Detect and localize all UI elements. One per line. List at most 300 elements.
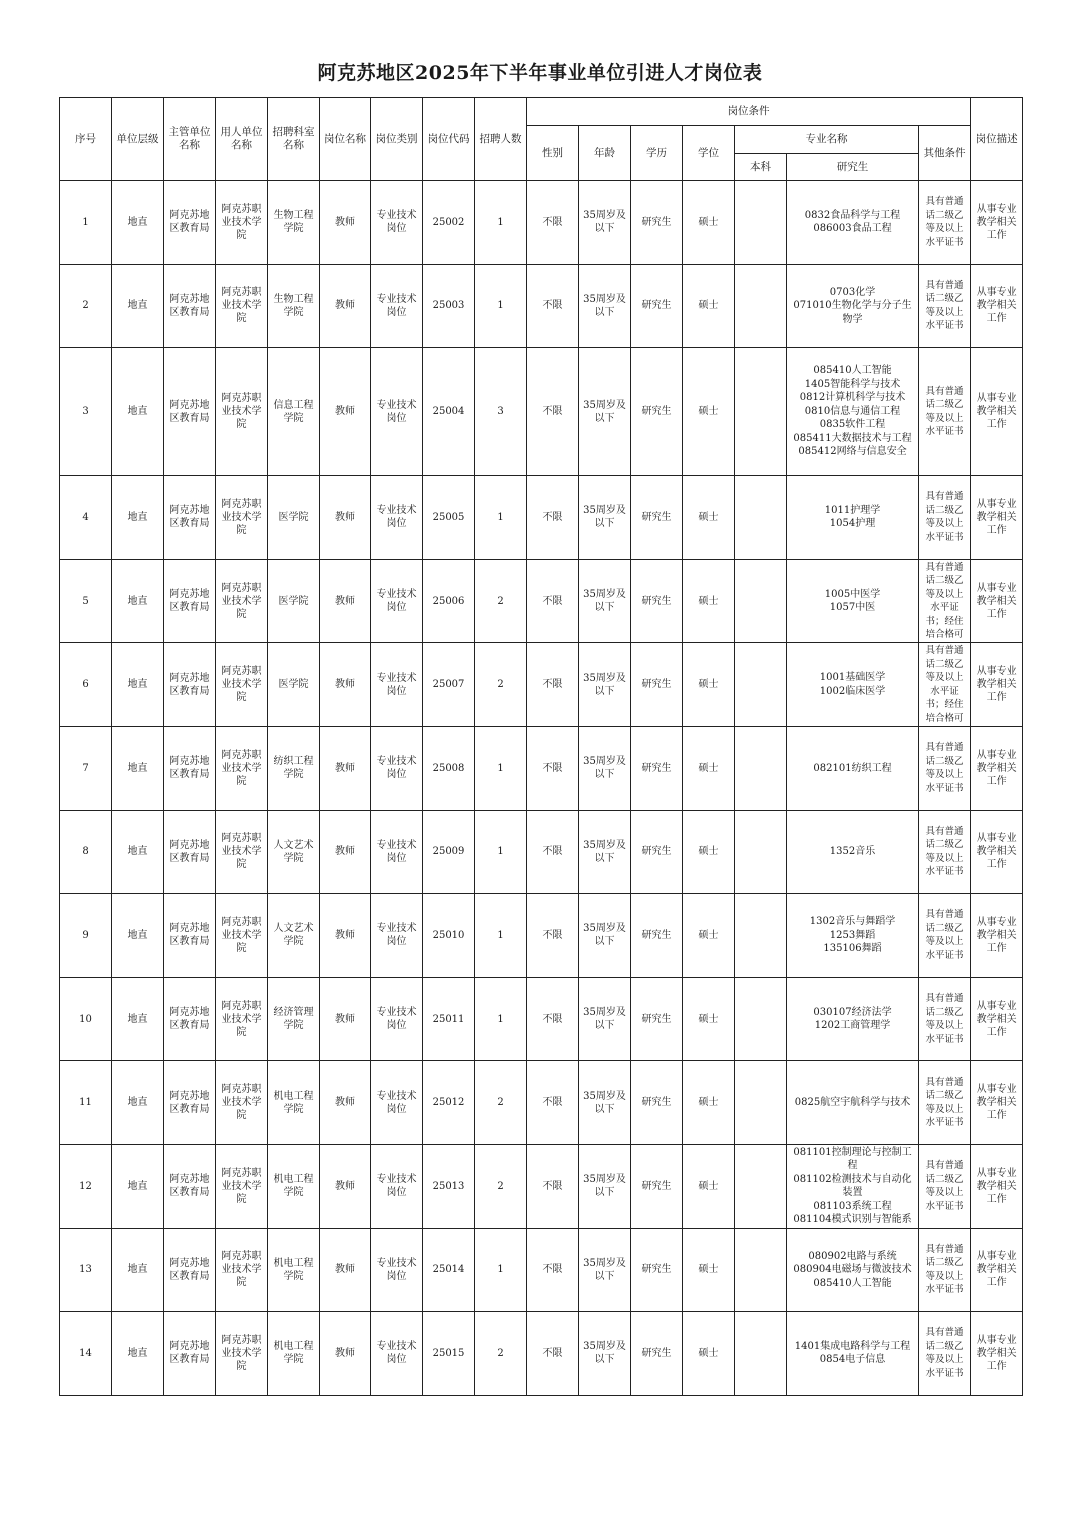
major-item: 081103系统工程: [813, 1200, 892, 1212]
cell-gender: 不限: [527, 476, 579, 560]
cell-gender: 不限: [527, 1061, 579, 1145]
cell-graduate: [787, 977, 919, 1061]
cell-age: 35周岁及以下: [579, 1144, 631, 1228]
cell-gender: 不限: [527, 348, 579, 476]
cell-seq: 4: [60, 476, 112, 560]
cell-count: 1: [475, 894, 527, 978]
cell-degree: 硕士: [683, 559, 735, 643]
cell-description: 从事专业教学相关工作: [971, 1228, 1023, 1312]
cell-seq: 8: [60, 810, 112, 894]
cell-post-name: 教师: [320, 810, 371, 894]
cell-seq: 14: [60, 1312, 112, 1396]
cell-education: 研究生: [631, 559, 683, 643]
cell-post-code: 25013: [423, 1144, 475, 1228]
table-row: [60, 726, 1023, 810]
cell-level: 地直: [112, 977, 164, 1061]
cell-post-type: 专业技术岗位: [371, 977, 423, 1061]
cell-post-type: 专业技术岗位: [371, 476, 423, 560]
cell-other: 具有普通话二级乙等及以上水平证书: [919, 348, 971, 476]
major-item: 1405智能科学与技术: [804, 378, 901, 390]
major-item: 1011护理学: [824, 504, 881, 516]
cell-supervisor: 阿克苏地区教育局: [164, 559, 216, 643]
cell-degree: 硕士: [683, 726, 735, 810]
cell-graduate: [787, 348, 919, 476]
cell-graduate: [787, 476, 919, 560]
cell-employer: 阿克苏职业技术学院: [216, 1228, 268, 1312]
header-post-code: 岗位代码: [423, 98, 475, 181]
cell-department: 机电工程学院: [268, 1144, 320, 1228]
cell-other: 具有普通话二级乙等及以上水平证书: [919, 1228, 971, 1312]
cell-post-code: 25007: [423, 643, 475, 727]
cell-description: 从事专业教学相关工作: [971, 810, 1023, 894]
cell-degree: 硕士: [683, 1061, 735, 1145]
cell-post-type: 专业技术岗位: [371, 726, 423, 810]
major-item: 080902电路与系统: [808, 1250, 897, 1262]
cell-education: 研究生: [631, 1144, 683, 1228]
cell-department: 机电工程学院: [268, 1228, 320, 1312]
page-title: 阿克苏地区2025年下半年事业单位引进人才岗位表: [317, 62, 763, 84]
cell-post-type: 专业技术岗位: [371, 1061, 423, 1145]
cell-department: 纺织工程学院: [268, 726, 320, 810]
cell-degree: 硕士: [683, 1144, 735, 1228]
cell-post-code: 25014: [423, 1228, 475, 1312]
table-row: [60, 977, 1023, 1061]
cell-seq: 6: [60, 643, 112, 727]
cell-supervisor: 阿克苏地区教育局: [164, 264, 216, 348]
cell-post-type: 专业技术岗位: [371, 643, 423, 727]
cell-level: 地直: [112, 1061, 164, 1145]
cell-level: 地直: [112, 726, 164, 810]
cell-seq: 7: [60, 726, 112, 810]
cell-age: 35周岁及以下: [579, 1061, 631, 1145]
header-level: 单位层级: [112, 98, 164, 181]
table-row: [60, 1061, 1023, 1145]
cell-count: 3: [475, 348, 527, 476]
cell-employer: 阿克苏职业技术学院: [216, 977, 268, 1061]
table-row: [60, 894, 1023, 978]
cell-degree: 硕士: [683, 977, 735, 1061]
table-header: [60, 98, 1023, 181]
cell-education: 研究生: [631, 348, 683, 476]
table-row: [60, 810, 1023, 894]
header-conditions: 岗位条件: [527, 98, 971, 126]
cell-level: 地直: [112, 476, 164, 560]
table-row: [60, 1144, 1023, 1228]
cell-age: 35周岁及以下: [579, 181, 631, 265]
cell-undergrad: [735, 264, 787, 348]
cell-other: 具有普通话二级乙等及以上水平证书: [919, 1312, 971, 1396]
major-item: 085410人工智能: [813, 1277, 892, 1289]
header-supervisor: 主管单位名称: [164, 98, 216, 181]
table-row: [60, 476, 1023, 560]
cell-undergrad: [735, 977, 787, 1061]
cell-education: 研究生: [631, 1061, 683, 1145]
cell-gender: 不限: [527, 1144, 579, 1228]
cell-description: 从事专业教学相关工作: [971, 643, 1023, 727]
cell-gender: 不限: [527, 1312, 579, 1396]
cell-post-code: 25011: [423, 977, 475, 1061]
cell-description: 从事专业教学相关工作: [971, 348, 1023, 476]
cell-other: 具有普通话二级乙等及以上水平证书: [919, 1144, 971, 1228]
major-item: 086003食品工程: [813, 223, 892, 235]
header-education: 学历: [631, 126, 683, 181]
cell-description: 从事专业教学相关工作: [971, 1312, 1023, 1396]
cell-post-name: 教师: [320, 1061, 371, 1145]
cell-count: 1: [475, 726, 527, 810]
cell-count: 1: [475, 264, 527, 348]
cell-age: 35周岁及以下: [579, 643, 631, 727]
major-item: 1054护理: [829, 518, 876, 530]
header-other: 其他条件: [919, 126, 971, 181]
cell-supervisor: 阿克苏地区教育局: [164, 348, 216, 476]
cell-level: 地直: [112, 1312, 164, 1396]
cell-department: 信息工程学院: [268, 348, 320, 476]
cell-level: 地直: [112, 264, 164, 348]
cell-post-name: 教师: [320, 977, 371, 1061]
cell-count: 2: [475, 1312, 527, 1396]
header-gender: 性别: [527, 126, 579, 181]
cell-other: 具有普通话二级乙等及以上水平证书: [919, 726, 971, 810]
header-department: 招聘科室名称: [268, 98, 320, 181]
cell-post-name: 教师: [320, 726, 371, 810]
major-item: 0835软件工程: [819, 419, 886, 431]
cell-supervisor: 阿克苏地区教育局: [164, 1228, 216, 1312]
cell-department: 医学院: [268, 643, 320, 727]
header-age: 年龄: [579, 126, 631, 181]
cell-seq: 2: [60, 264, 112, 348]
cell-other: 具有普通话二级乙等及以上水平证书: [919, 181, 971, 265]
cell-description: 从事专业教学相关工作: [971, 977, 1023, 1061]
major-item: 1253舞蹈: [829, 929, 876, 941]
cell-department: 生物工程学院: [268, 181, 320, 265]
cell-other: 具有普通话二级乙等及以上水平证书: [919, 894, 971, 978]
cell-undergrad: [735, 559, 787, 643]
cell-level: 地直: [112, 894, 164, 978]
cell-other: 具有普通话二级乙等及以上水平证书；经住培合格可: [919, 643, 971, 727]
cell-post-name: 教师: [320, 348, 371, 476]
cell-count: 2: [475, 1144, 527, 1228]
cell-degree: 硕士: [683, 1228, 735, 1312]
cell-post-type: 专业技术岗位: [371, 1228, 423, 1312]
major-item: 081104模式识别与智能系: [793, 1214, 912, 1226]
cell-graduate: [787, 810, 919, 894]
cell-post-code: 25002: [423, 181, 475, 265]
cell-count: 2: [475, 1061, 527, 1145]
cell-supervisor: 阿克苏地区教育局: [164, 726, 216, 810]
cell-undergrad: [735, 181, 787, 265]
header-post-name: 岗位名称: [320, 98, 371, 181]
cell-education: 研究生: [631, 476, 683, 560]
cell-age: 35周岁及以下: [579, 1228, 631, 1312]
cell-seq: 1: [60, 181, 112, 265]
cell-supervisor: 阿克苏地区教育局: [164, 181, 216, 265]
cell-count: 1: [475, 977, 527, 1061]
cell-post-type: 专业技术岗位: [371, 1144, 423, 1228]
cell-graduate: [787, 643, 919, 727]
major-item: 085410人工智能: [813, 365, 892, 377]
header-seq: 序号: [60, 98, 112, 181]
cell-count: 2: [475, 643, 527, 727]
cell-supervisor: 阿克苏地区教育局: [164, 894, 216, 978]
cell-department: 机电工程学院: [268, 1312, 320, 1396]
cell-gender: 不限: [527, 726, 579, 810]
cell-level: 地直: [112, 1228, 164, 1312]
table-row: [60, 181, 1023, 265]
cell-supervisor: 阿克苏地区教育局: [164, 977, 216, 1061]
major-item: 1302音乐与舞蹈学: [809, 916, 896, 928]
cell-description: 从事专业教学相关工作: [971, 894, 1023, 978]
cell-post-name: 教师: [320, 894, 371, 978]
cell-seq: 9: [60, 894, 112, 978]
cell-education: 研究生: [631, 264, 683, 348]
cell-undergrad: [735, 1144, 787, 1228]
major-item: 1352音乐: [829, 846, 876, 858]
major-item: 085411大数据技术与工程: [793, 432, 912, 444]
cell-gender: 不限: [527, 559, 579, 643]
cell-description: 从事专业教学相关工作: [971, 559, 1023, 643]
cell-education: 研究生: [631, 726, 683, 810]
cell-post-code: 25005: [423, 476, 475, 560]
cell-employer: 阿克苏职业技术学院: [216, 726, 268, 810]
cell-undergrad: [735, 1061, 787, 1145]
cell-department: 医学院: [268, 476, 320, 560]
major-item: 0703化学: [829, 286, 876, 298]
cell-department: 经济管理学院: [268, 977, 320, 1061]
table-row: [60, 643, 1023, 727]
cell-education: 研究生: [631, 1228, 683, 1312]
cell-employer: 阿克苏职业技术学院: [216, 894, 268, 978]
cell-post-name: 教师: [320, 264, 371, 348]
cell-age: 35周岁及以下: [579, 559, 631, 643]
cell-age: 35周岁及以下: [579, 894, 631, 978]
cell-level: 地直: [112, 643, 164, 727]
major-item: 1057中医: [829, 602, 876, 614]
major-item: 080904电磁场与微波技术: [793, 1264, 912, 1276]
cell-post-code: 25004: [423, 348, 475, 476]
cell-count: 1: [475, 810, 527, 894]
header-post-type: 岗位类别: [371, 98, 423, 181]
cell-post-code: 25015: [423, 1312, 475, 1396]
cell-post-name: 教师: [320, 1228, 371, 1312]
cell-age: 35周岁及以下: [579, 977, 631, 1061]
header-major: 专业名称: [735, 126, 919, 154]
table-row: [60, 264, 1023, 348]
cell-education: 研究生: [631, 810, 683, 894]
cell-gender: 不限: [527, 977, 579, 1061]
cell-gender: 不限: [527, 181, 579, 265]
cell-undergrad: [735, 1312, 787, 1396]
cell-undergrad: [735, 643, 787, 727]
cell-description: 从事专业教学相关工作: [971, 726, 1023, 810]
cell-count: 1: [475, 181, 527, 265]
cell-post-name: 教师: [320, 181, 371, 265]
cell-seq: 12: [60, 1144, 112, 1228]
cell-post-type: 专业技术岗位: [371, 810, 423, 894]
cell-undergrad: [735, 348, 787, 476]
cell-gender: 不限: [527, 643, 579, 727]
major-item: 0832食品科学与工程: [804, 209, 901, 221]
cell-graduate: [787, 894, 919, 978]
cell-post-name: 教师: [320, 1312, 371, 1396]
cell-level: 地直: [112, 181, 164, 265]
cell-undergrad: [735, 1228, 787, 1312]
cell-employer: 阿克苏职业技术学院: [216, 264, 268, 348]
cell-post-code: 25012: [423, 1061, 475, 1145]
cell-post-code: 25008: [423, 726, 475, 810]
post-table: [59, 97, 1023, 1396]
cell-degree: 硕士: [683, 181, 735, 265]
cell-post-type: 专业技术岗位: [371, 1312, 423, 1396]
cell-graduate: [787, 1144, 919, 1228]
cell-other: 具有普通话二级乙等及以上水平证书: [919, 1061, 971, 1145]
cell-post-name: 教师: [320, 476, 371, 560]
cell-employer: 阿克苏职业技术学院: [216, 1312, 268, 1396]
cell-employer: 阿克苏职业技术学院: [216, 476, 268, 560]
cell-department: 人文艺术学院: [268, 810, 320, 894]
cell-level: 地直: [112, 348, 164, 476]
cell-post-type: 专业技术岗位: [371, 559, 423, 643]
cell-education: 研究生: [631, 1312, 683, 1396]
cell-graduate: [787, 181, 919, 265]
major-item: 081102检测技术与自动化装置: [793, 1173, 912, 1199]
cell-post-type: 专业技术岗位: [371, 181, 423, 265]
major-item: 0812计算机科学与技术: [799, 392, 906, 404]
cell-gender: 不限: [527, 894, 579, 978]
major-item: 1002临床医学: [819, 685, 886, 697]
table-row: [60, 348, 1023, 476]
cell-degree: 硕士: [683, 348, 735, 476]
cell-undergrad: [735, 726, 787, 810]
cell-gender: 不限: [527, 264, 579, 348]
cell-age: 35周岁及以下: [579, 726, 631, 810]
cell-level: 地直: [112, 1144, 164, 1228]
cell-description: 从事专业教学相关工作: [971, 264, 1023, 348]
major-item: 1001基础医学: [819, 672, 886, 684]
cell-department: 医学院: [268, 559, 320, 643]
cell-age: 35周岁及以下: [579, 264, 631, 348]
cell-employer: 阿克苏职业技术学院: [216, 810, 268, 894]
major-item: 030107经济法学: [813, 1006, 892, 1018]
cell-employer: 阿克苏职业技术学院: [216, 559, 268, 643]
cell-supervisor: 阿克苏地区教育局: [164, 1061, 216, 1145]
cell-education: 研究生: [631, 643, 683, 727]
cell-count: 2: [475, 559, 527, 643]
cell-post-code: 25003: [423, 264, 475, 348]
major-item: 1005中医学: [824, 588, 881, 600]
major-item: 085412网络与信息安全: [798, 446, 907, 458]
cell-degree: 硕士: [683, 894, 735, 978]
cell-other: 具有普通话二级乙等及以上水平证书；经住培合格可: [919, 559, 971, 643]
cell-degree: 硕士: [683, 643, 735, 727]
cell-post-name: 教师: [320, 1144, 371, 1228]
cell-post-name: 教师: [320, 559, 371, 643]
cell-degree: 硕士: [683, 1312, 735, 1396]
cell-education: 研究生: [631, 894, 683, 978]
cell-education: 研究生: [631, 977, 683, 1061]
cell-gender: 不限: [527, 1228, 579, 1312]
cell-graduate: [787, 1312, 919, 1396]
cell-age: 35周岁及以下: [579, 476, 631, 560]
cell-department: 人文艺术学院: [268, 894, 320, 978]
cell-post-code: 25009: [423, 810, 475, 894]
cell-degree: 硕士: [683, 810, 735, 894]
cell-supervisor: 阿克苏地区教育局: [164, 810, 216, 894]
cell-post-code: 25006: [423, 559, 475, 643]
cell-seq: 11: [60, 1061, 112, 1145]
cell-age: 35周岁及以下: [579, 348, 631, 476]
cell-graduate: [787, 559, 919, 643]
cell-seq: 13: [60, 1228, 112, 1312]
major-item: 081101控制理论与控制工程: [793, 1146, 912, 1172]
cell-supervisor: 阿克苏地区教育局: [164, 1312, 216, 1396]
cell-degree: 硕士: [683, 476, 735, 560]
cell-other: 具有普通话二级乙等及以上水平证书: [919, 977, 971, 1061]
cell-level: 地直: [112, 559, 164, 643]
major-item: 1401集成电路科学与工程: [794, 1340, 911, 1352]
major-item: 071010生物化学与分子生物学: [793, 300, 912, 325]
cell-graduate: [787, 1228, 919, 1312]
major-item: 135106舞蹈: [823, 943, 882, 955]
cell-department: 机电工程学院: [268, 1061, 320, 1145]
header-description: 岗位描述: [971, 98, 1023, 181]
cell-count: 1: [475, 1228, 527, 1312]
cell-supervisor: 阿克苏地区教育局: [164, 643, 216, 727]
major-item: 1202工商管理学: [814, 1020, 891, 1032]
cell-department: 生物工程学院: [268, 264, 320, 348]
header-graduate: 研究生: [787, 154, 919, 181]
cell-supervisor: 阿克苏地区教育局: [164, 1144, 216, 1228]
cell-post-type: 专业技术岗位: [371, 894, 423, 978]
cell-post-name: 教师: [320, 643, 371, 727]
cell-undergrad: [735, 810, 787, 894]
cell-post-type: 专业技术岗位: [371, 264, 423, 348]
cell-age: 35周岁及以下: [579, 1312, 631, 1396]
cell-supervisor: 阿克苏地区教育局: [164, 476, 216, 560]
cell-other: 具有普通话二级乙等及以上水平证书: [919, 810, 971, 894]
cell-undergrad: [735, 894, 787, 978]
cell-graduate: [787, 1061, 919, 1145]
major-item: 0825航空宇航科学与技术: [794, 1096, 911, 1108]
cell-graduate: [787, 264, 919, 348]
cell-post-type: 专业技术岗位: [371, 348, 423, 476]
cell-description: 从事专业教学相关工作: [971, 181, 1023, 265]
cell-count: 1: [475, 476, 527, 560]
cell-employer: 阿克苏职业技术学院: [216, 181, 268, 265]
table-row: [60, 1228, 1023, 1312]
cell-description: 从事专业教学相关工作: [971, 476, 1023, 560]
cell-employer: 阿克苏职业技术学院: [216, 1061, 268, 1145]
header-undergrad: 本科: [735, 154, 787, 181]
cell-gender: 不限: [527, 810, 579, 894]
cell-other: 具有普通话二级乙等及以上水平证书: [919, 264, 971, 348]
cell-seq: 10: [60, 977, 112, 1061]
cell-seq: 3: [60, 348, 112, 476]
table-row: [60, 1312, 1023, 1396]
cell-degree: 硕士: [683, 264, 735, 348]
cell-age: 35周岁及以下: [579, 810, 631, 894]
cell-undergrad: [735, 476, 787, 560]
cell-employer: 阿克苏职业技术学院: [216, 643, 268, 727]
table-row: [60, 559, 1023, 643]
cell-employer: 阿克苏职业技术学院: [216, 348, 268, 476]
cell-employer: 阿克苏职业技术学院: [216, 1144, 268, 1228]
cell-description: 从事专业教学相关工作: [971, 1061, 1023, 1145]
header-count: 招聘人数: [475, 98, 527, 181]
table-body: [60, 181, 1023, 1396]
header-degree: 学位: [683, 126, 735, 181]
major-item: 0854电子信息: [819, 1354, 886, 1366]
major-item: 082101纺织工程: [813, 762, 892, 774]
